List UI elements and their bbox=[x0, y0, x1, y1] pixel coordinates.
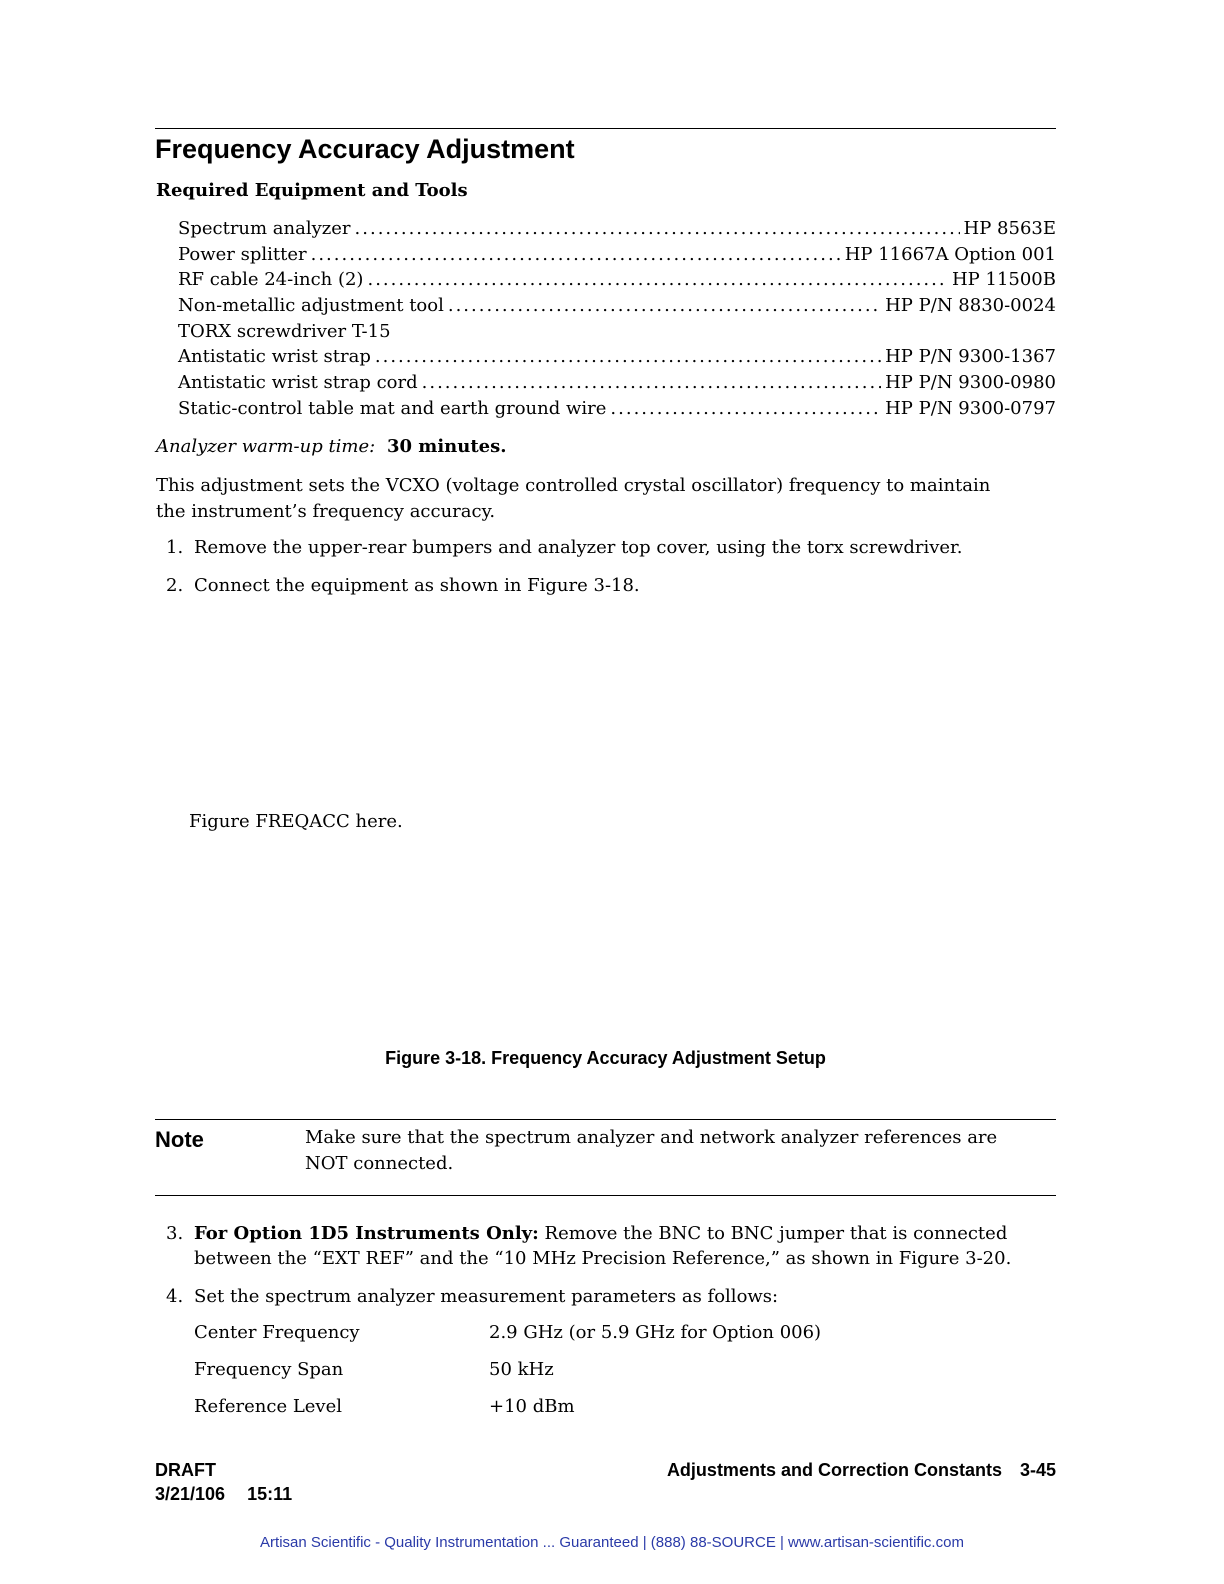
footer-date bbox=[155, 1484, 292, 1505]
step-text: Connect the equipment as shown in Figure 3-18. bbox=[194, 575, 640, 596]
equipment-part: HP 11500B bbox=[951, 269, 1056, 290]
equipment-part: HP P/N 8830-0024 bbox=[885, 295, 1056, 316]
equipment-row bbox=[178, 320, 1056, 344]
footer-section bbox=[667, 1460, 1056, 1481]
equipment-name: Antistatic wrist strap bbox=[178, 346, 371, 367]
equipment-row bbox=[178, 294, 1056, 318]
note-bottom-rule bbox=[155, 1195, 1056, 1196]
param-label: Center Frequency bbox=[194, 1322, 360, 1343]
equipment-name: Spectrum analyzer bbox=[178, 218, 351, 239]
step-text: Remove the upper-rear bumpers and analyzer top cover, using the torx screwdriver. bbox=[194, 537, 963, 558]
warmup-value: 30 minutes. bbox=[386, 436, 507, 457]
step-number: 2. bbox=[166, 575, 184, 596]
note-label: Note bbox=[155, 1127, 204, 1152]
param-value: +10 dBm bbox=[489, 1396, 575, 1417]
figure-placeholder: Figure FREQACC here. bbox=[189, 811, 403, 832]
step-text bbox=[194, 1221, 1007, 1247]
title-top-rule bbox=[155, 128, 1056, 129]
param-label: Reference Level bbox=[194, 1396, 343, 1417]
footer-page-number: 3-45 bbox=[1019, 1460, 1056, 1480]
equipment-row bbox=[178, 243, 1056, 267]
step-text: Set the spectrum analyzer measurement parameters as follows: bbox=[194, 1286, 779, 1307]
equipment-part: HP 11667A Option 001 bbox=[844, 244, 1056, 265]
leader-dots bbox=[311, 243, 841, 267]
step3-bold-label: For Option 1D5 Instruments Only: bbox=[194, 1223, 539, 1244]
equipment-row bbox=[178, 217, 1056, 241]
leader-dots bbox=[610, 397, 881, 421]
intro-line: This adjustment sets the VCXO (voltage controlled crystal oscillator) frequency to maintain bbox=[156, 475, 991, 496]
equipment-name: Power splitter bbox=[178, 244, 307, 265]
equipment-row bbox=[178, 345, 1056, 369]
leader-dots bbox=[448, 294, 881, 318]
equipment-part: HP P/N 9300-1367 bbox=[885, 346, 1056, 367]
param-value: 50 kHz bbox=[489, 1359, 554, 1380]
note-text: Make sure that the spectrum analyzer and network analyzer references are bbox=[305, 1127, 998, 1148]
param-value: 2.9 GHz (or 5.9 GHz for Option 006) bbox=[489, 1322, 822, 1343]
equipment-part: HP P/N 9300-0797 bbox=[885, 398, 1056, 419]
equipment-part: HP 8563E bbox=[963, 218, 1056, 239]
step-number: 3. bbox=[166, 1223, 184, 1244]
equipment-row bbox=[178, 397, 1056, 421]
step3-text: Remove the BNC to BNC jumper that is connected bbox=[544, 1223, 1008, 1244]
note-text: NOT connected. bbox=[305, 1153, 454, 1174]
leader-dots bbox=[375, 345, 881, 369]
equipment-part: HP P/N 9300-0980 bbox=[885, 372, 1056, 393]
equipment-name: Static-control table mat and earth ground wire bbox=[178, 398, 607, 419]
required-equipment-heading: Required Equipment and Tools bbox=[156, 180, 468, 201]
leader-dots bbox=[367, 268, 948, 292]
equipment-name: Antistatic wrist strap cord bbox=[178, 372, 418, 393]
equipment-row bbox=[178, 268, 1056, 292]
leader-dots bbox=[355, 217, 960, 241]
intro-line: the instrument’s frequency accuracy. bbox=[156, 501, 496, 522]
warmup-label: Analyzer warm-up time: bbox=[156, 436, 376, 457]
leader-dots bbox=[422, 371, 881, 395]
equipment-row bbox=[178, 371, 1056, 395]
step-text: between the “EXT REF” and the “10 MHz Precision Reference,” as shown in Figure 3-20. bbox=[194, 1248, 1012, 1269]
page-title: Frequency Accuracy Adjustment bbox=[155, 134, 575, 164]
footer-time-value: 15:11 bbox=[247, 1484, 293, 1504]
equipment-name: Non-metallic adjustment tool bbox=[178, 295, 444, 316]
param-label: Frequency Span bbox=[194, 1359, 344, 1380]
figure-caption: Figure 3-18. Frequency Accuracy Adjustment Setup bbox=[385, 1048, 826, 1068]
note-top-rule bbox=[155, 1119, 1056, 1120]
equipment-name: RF cable 24-inch (2) bbox=[178, 269, 364, 290]
footer-draft: DRAFT bbox=[155, 1460, 216, 1480]
step-number: 1. bbox=[166, 537, 184, 558]
warmup-time bbox=[156, 434, 507, 460]
equipment-name: TORX screwdriver T-15 bbox=[178, 321, 391, 342]
vendor-banner-link[interactable]: Artisan Scientific - Quality Instrumentation ... Guaranteed | (888) 88-SOURCE | www.artisan-scientific.com bbox=[260, 1534, 964, 1551]
footer-date-value: 3/21/106 bbox=[155, 1484, 226, 1504]
footer-section-title: Adjustments and Correction Constants bbox=[666, 1460, 1002, 1480]
step-number: 4. bbox=[166, 1286, 184, 1307]
